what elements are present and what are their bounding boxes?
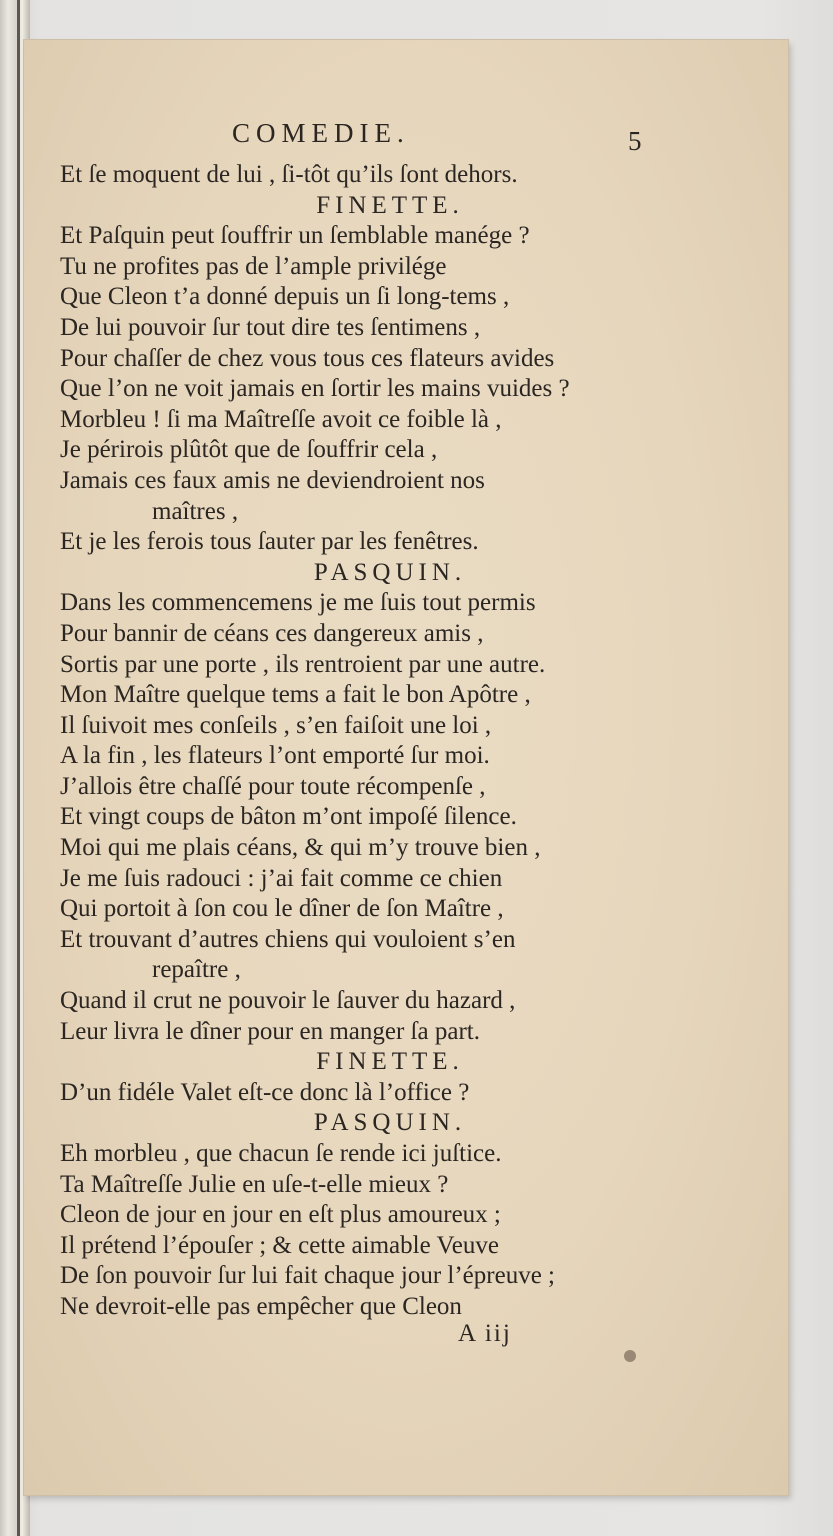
verse-line: Morbleu ! ſi ma Maîtreſſe avoit ce foible là , (60, 405, 502, 433)
verse-line: Pour bannir de céans ces dangereux amis , (60, 619, 484, 647)
binding-line (17, 0, 20, 1536)
verse-line: Sortis par une porte , ils rentroient par une autre. (60, 650, 546, 678)
verse-line: Et je les ferois tous ſauter par les fenêtres. (60, 528, 479, 556)
verse-line: Pour chaſſer de chez vous tous ces flateurs avides (60, 344, 555, 372)
verse-line: Quand il crut ne pouvoir le ſauver du hazard , (60, 987, 516, 1015)
verse-line: Je périrois plûtôt que de ſouffrir cela , (60, 436, 438, 464)
verse-line: D’un fidéle Valet eſt-ce donc là l’office ? (60, 1078, 470, 1106)
verse-line: Et Paſquin peut ſouffrir un ſemblable manége ? (60, 222, 530, 250)
verse-line: Que Cleon t’a donné depuis un ſi long-tems , (60, 283, 510, 311)
verse-line: Leur livra le dîner pour en manger ſa part. (60, 1017, 480, 1045)
verse-line: Et trouvant d’autres chiens qui vouloient s’en (60, 925, 516, 953)
verse-line: Ne devroit-elle pas empêcher que Cleon (60, 1292, 462, 1320)
speaker-name: FINETTE. (316, 1048, 464, 1076)
verse-continuation: repaître , (152, 956, 241, 984)
verse-line: Ta Maîtreſſe Julie en uſe-t-elle mieux ? (60, 1170, 449, 1198)
verse-line: Dans les commencemens je me ſuis tout permis (60, 589, 536, 617)
verse-line: J’allois être chaſſé pour toute récompenſe , (60, 772, 486, 800)
speaker-name: PASQUIN. (313, 1109, 467, 1137)
verse-continuation: maîtres , (152, 497, 239, 525)
verse-line: Que l’on ne voit jamais en ſortir les mains vuides ? (60, 375, 570, 403)
verse-line: Il prétend l’épouſer ; & cette aimable Veuve (60, 1231, 499, 1259)
page-number: 5 (628, 126, 642, 156)
verse-line: Et ſe moquent de lui , ſi-tôt qu’ils ſont dehors. (60, 161, 518, 188)
verse-line: Et vingt coups de bâton m’ont impoſé ſilence. (60, 803, 517, 831)
verse-line: Cleon de jour en jour en eſt plus amoureux ; (60, 1201, 501, 1229)
verse-line: De lui pouvoir ſur tout dire tes ſentimens , (60, 313, 481, 341)
verse-line: Mon Maître quelque tems a fait le bon Apôtre , (60, 681, 531, 709)
verse-line: Eh morbleu , que chacun ſe rende ici juſtice. (60, 1140, 502, 1167)
verse-line: Il ſuivoit mes conſeils , s’en faiſoit une loi , (60, 711, 492, 739)
running-title: COMEDIE. (232, 118, 410, 148)
verse-line: Jamais ces faux amis ne deviendroient nos (60, 466, 485, 494)
signature-mark: A iij (458, 1320, 512, 1347)
speaker-name: FINETTE. (316, 191, 464, 219)
verse-line: De ſon pouvoir ſur lui fait chaque jour l’épreuve ; (60, 1262, 555, 1290)
verse-line: Je me ſuis radouci : j’ai fait comme ce chien (60, 864, 503, 892)
verse-line: Qui portoit à ſon cou le dîner de ſon Maître , (60, 895, 504, 923)
ink-spot (624, 1350, 636, 1362)
speaker-name: PASQUIN. (313, 558, 467, 586)
verse-line: Moi qui me plais céans, & qui m’y trouve bien , (60, 834, 541, 862)
page-text (60, 160, 680, 1323)
verse-line: Tu ne profites pas de l’ample privilége (60, 252, 447, 280)
verse-line: A la fin , les flateurs l’ont emporté ſur moi. (60, 742, 490, 770)
